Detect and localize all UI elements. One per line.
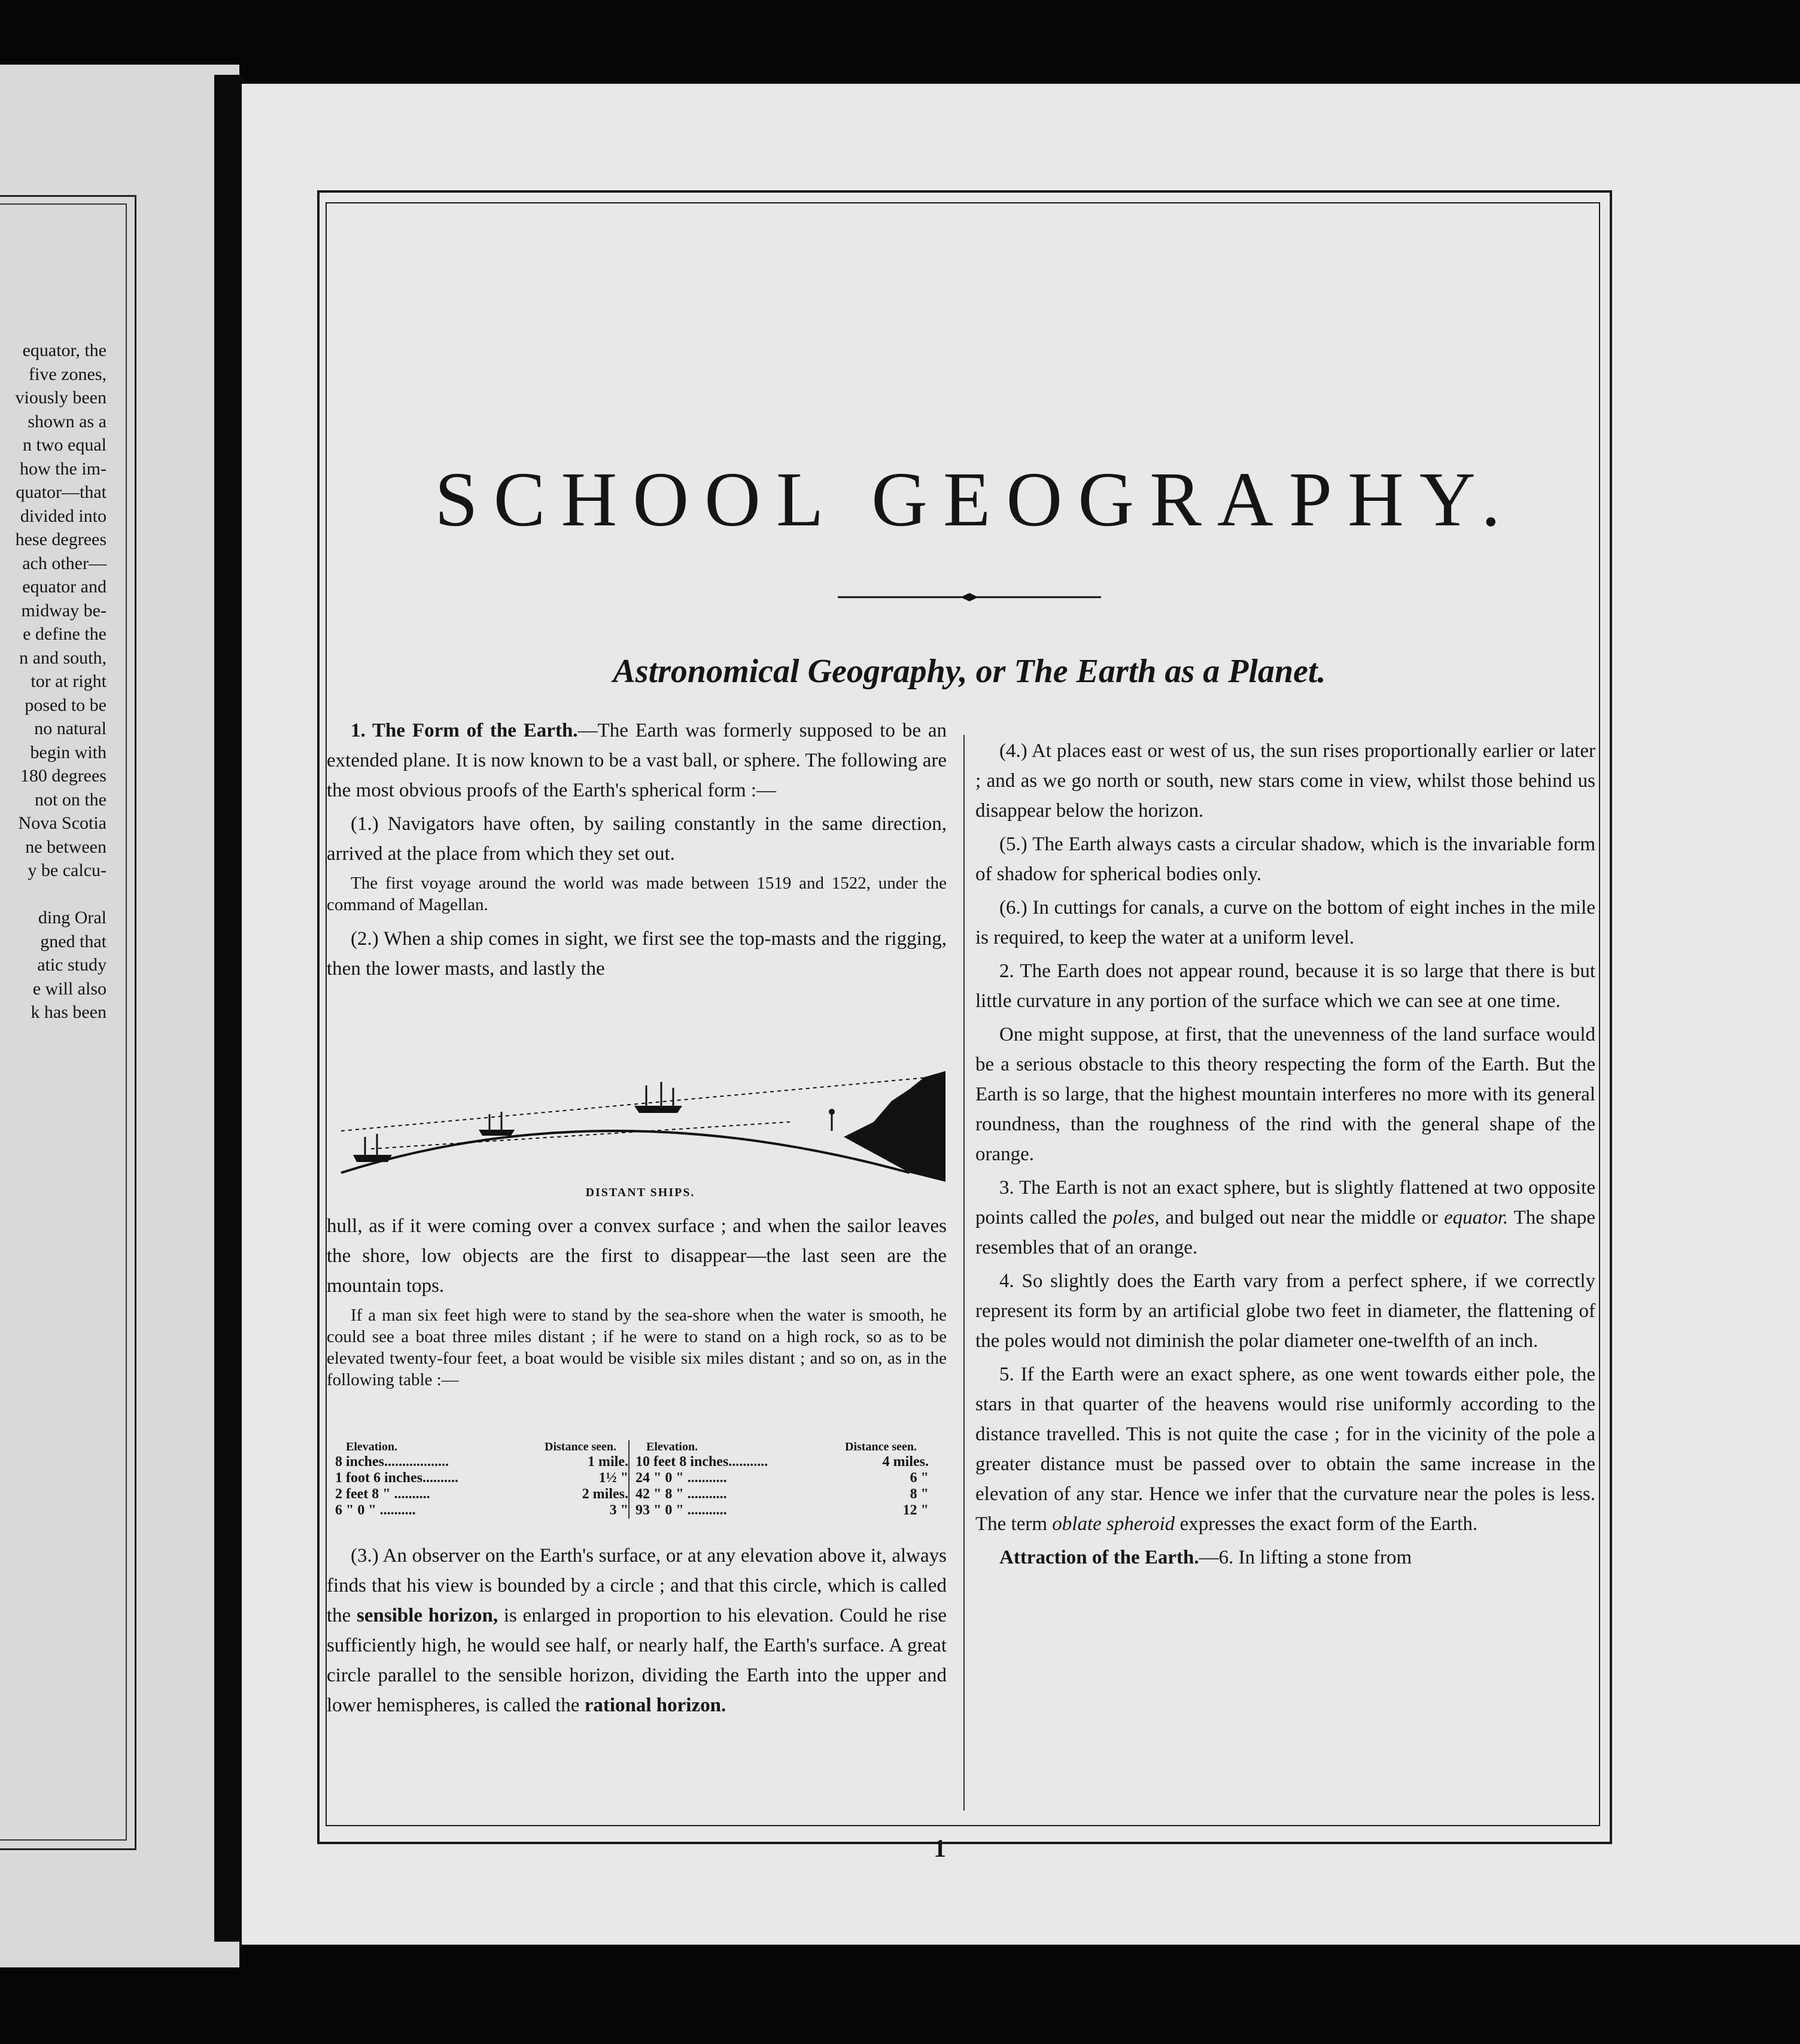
table-cell: 1 foot 6 inches.......... [335, 1470, 458, 1486]
left-column-top [327, 716, 947, 987]
table-row [636, 1454, 929, 1470]
left-page [0, 65, 239, 1967]
left-column-middle [327, 1211, 947, 1399]
section-4: 4. So slightly does the Earth vary from a perfect sphere, if we correctly represent its form by an artificial globe two feet in diameter, the flattening of the poles would not diminish the polar diameter one-twelfth of an inch. [975, 1270, 1595, 1352]
left-page-line: n and south, [19, 647, 107, 668]
left-page-line: ding Oral [38, 908, 107, 927]
left-page-line: midway be- [21, 600, 107, 620]
page-number: 1 [934, 1835, 946, 1863]
note-elevation: If a man six feet high were to stand by the sea-shore when the water is smooth, he could see a boat three miles distant ; if he were to stand on a high rock, so as to be elevated twenty-four feet, a boat would be visible six miles distant ; and so on, as in the following table :— [327, 1306, 947, 1389]
left-page-text [0, 339, 107, 1024]
proof-1: (1.) Navigators have often, by sailing constantly in the same direction, arrived at the place from which they set out. [327, 813, 947, 865]
table-cell: 8 inches.................. [335, 1454, 449, 1470]
table-row [636, 1470, 929, 1486]
table-cell: 42 " 8 " ........... [636, 1486, 727, 1502]
right-column [975, 736, 1595, 1576]
column-divider [963, 735, 965, 1811]
table-cell: 3 " [609, 1502, 628, 1518]
left-page-line: n two equal [23, 435, 107, 455]
left-page-line: divided into [20, 506, 107, 526]
table-cell: 4 miles. [882, 1454, 929, 1470]
left-page-line: hese degrees [15, 530, 107, 549]
left-page-line: Nova Scotia [18, 813, 107, 833]
left-page-line: posed to be [25, 695, 107, 715]
left-page-line: not on the [35, 789, 107, 810]
subtitle: Astronomical Geography, or The Earth as a Planet. [613, 653, 1326, 690]
left-page-line: no natural [34, 719, 107, 738]
table-right-half [628, 1440, 929, 1519]
left-page-line: how the im- [20, 458, 107, 479]
proof-2: (2.) When a ship comes in sight, we first see the top-masts and the rigging, then the lower masts, and lastly the [327, 928, 947, 980]
left-page-line: tor at right [31, 671, 107, 691]
section-5-text: 5. If the Earth were an exact sphere, as one went towards either pole, the stars in that quarter of the heavens would rise uniformly according to the distance travelled. This is not quite the case ; for in the vicinity of the pole a greater distance must be passed over to obtain the same increase in the elevation of any star. Hence we infer that the curvature near the poles is less. The term [975, 1364, 1595, 1535]
section-3-text: and bulged out near the middle or [1159, 1207, 1444, 1228]
left-page-line: five zones, [29, 364, 107, 384]
proof-3 [327, 1541, 947, 1720]
left-page-line: y be calcu- [28, 860, 107, 880]
table-row [335, 1486, 628, 1502]
rational-horizon-term: rational horizon. [584, 1695, 726, 1716]
oblate-spheroid-term: oblate spheroid [1052, 1513, 1175, 1535]
section-1-text: —The Earth was formerly supposed to be an extended plane. It is now known to be a vast ball, or sphere. The following are the most obvious proofs of the Earth's spherical form :— [327, 720, 947, 801]
note-magellan: The first voyage around the world was made between 1519 and 1522, under the command of Magellan. [327, 874, 947, 914]
equator-term: equator. [1444, 1207, 1509, 1228]
left-page-line: ne between [25, 837, 107, 857]
left-page-line: quator—that [16, 482, 107, 502]
table-header: Elevation. [646, 1440, 698, 1453]
section-5-text: expresses the exact form of the Earth. [1175, 1513, 1478, 1535]
table-cell: 12 " [902, 1502, 929, 1518]
proof-3-text: is enlarged in proportion to his elevation. Could he rise sufficiently high, he would see half, or nearly half, the Earth's surface. A great circle parallel to the sensible horizon, dividing the Earth into the upper and lower hemispheres, is called the [327, 1605, 947, 1716]
table-row [335, 1470, 628, 1486]
title-ornament [838, 591, 1101, 603]
ship-icon [634, 1082, 682, 1113]
left-page-line: shown as a [28, 411, 107, 431]
observer-icon [829, 1109, 835, 1131]
section-3-text: 3. The Earth is not an exact sphere, but is slightly flattened at two opposite points called the [975, 1177, 1595, 1228]
table-cell: 6 " [910, 1470, 929, 1486]
table-row [335, 1454, 628, 1470]
left-page-line: e will also [32, 978, 107, 999]
table-cell: 8 " [910, 1486, 929, 1502]
left-page-line: equator, the [22, 340, 107, 360]
left-page-line: begin with [30, 742, 107, 762]
ship-icon [479, 1112, 515, 1136]
table-row [636, 1502, 929, 1519]
left-page-line: 180 degrees [20, 766, 107, 786]
proof-2-continued: hull, as if it were coming over a convex surface ; and when the sailor leaves the shore, low objects are the first to disappear—the last seen are the mountain tops. [327, 1215, 947, 1297]
table-header: Distance seen. [845, 1440, 917, 1453]
table-cell: 2 miles. [582, 1486, 628, 1502]
proof-5: (5.) The Earth always casts a circular shadow, which is the invariable form of shadow for spherical bodies only. [975, 834, 1595, 885]
table-row [636, 1486, 929, 1502]
left-page-line: viously been [15, 388, 107, 407]
cliff-icon [844, 1071, 945, 1182]
table-header: Distance seen. [545, 1440, 616, 1453]
section-1-heading: 1. The Form of the Earth. [351, 720, 578, 741]
table-header: Elevation. [346, 1440, 398, 1453]
left-page-line: gned that [40, 931, 107, 951]
left-page-line: k has been [31, 1002, 107, 1022]
page-title: SCHOOL GEOGRAPHY. [434, 457, 1516, 543]
section-6-heading: Attraction of the Earth. [999, 1547, 1199, 1568]
section-2: 2. The Earth does not appear round, because it is so large that there is but little curvature in any portion of the surface which we can see at one time. [975, 960, 1595, 1012]
sensible-horizon-term: sensible horizon, [357, 1605, 498, 1626]
section-5 [975, 1359, 1595, 1539]
section-2-continued: One might suppose, at first, that the unevenness of the land surface would be a serious obstacle to this theory respecting the form of the Earth. But the Earth is so large, that the highest mountain interferes no more with its general roundness, than the roughness of the rind with the general shape of the orange. [975, 1024, 1595, 1165]
section-6 [975, 1543, 1595, 1572]
poles-term: poles, [1112, 1207, 1160, 1228]
section-3 [975, 1173, 1595, 1263]
left-page-line: ach other— [22, 553, 107, 573]
book-spine [214, 75, 243, 1942]
section-3-text: The shape resembles that of an orange. [975, 1207, 1595, 1258]
proof-3-text: (3.) An observer on the Earth's surface, or at any elevation above it, always finds that his view is bounded by a circle ; and that this circle, which is called the [327, 1545, 947, 1626]
table-cell: 1½ " [598, 1470, 628, 1486]
table-left-half [335, 1440, 628, 1519]
proof-6: (6.) In cuttings for canals, a curve on the bottom of eight inches in the mile is required, to keep the water at a uniform level. [975, 897, 1595, 948]
table-cell: 24 " 0 " ........... [636, 1470, 727, 1486]
table-cell: 1 mile. [588, 1454, 628, 1470]
left-page-line: atic study [37, 955, 107, 975]
section-6-text: —6. In lifting a stone from [1199, 1547, 1412, 1568]
proof-4: (4.) At places east or west of us, the sun rises proportionally earlier or later ; and as we go north or south, new stars come in view, whilst those behind us disappear below the horizon. [975, 740, 1595, 822]
left-page-line: e define the [23, 624, 107, 644]
table-cell: 93 " 0 " ........... [636, 1502, 727, 1518]
table-cell: 2 feet 8 " .......... [335, 1486, 430, 1502]
left-column-bottom [327, 1541, 947, 1724]
section-1-paragraph [327, 716, 947, 805]
left-page-line: equator and [22, 577, 107, 597]
distant-ships-illustration [335, 1065, 951, 1185]
table-cell: 6 " 0 " .......... [335, 1502, 416, 1518]
table-cell: 10 feet 8 inches........... [636, 1454, 768, 1470]
table-row [335, 1502, 628, 1519]
left-page-line [0, 883, 107, 907]
figure-caption: DISTANT SHIPS. [585, 1186, 695, 1199]
